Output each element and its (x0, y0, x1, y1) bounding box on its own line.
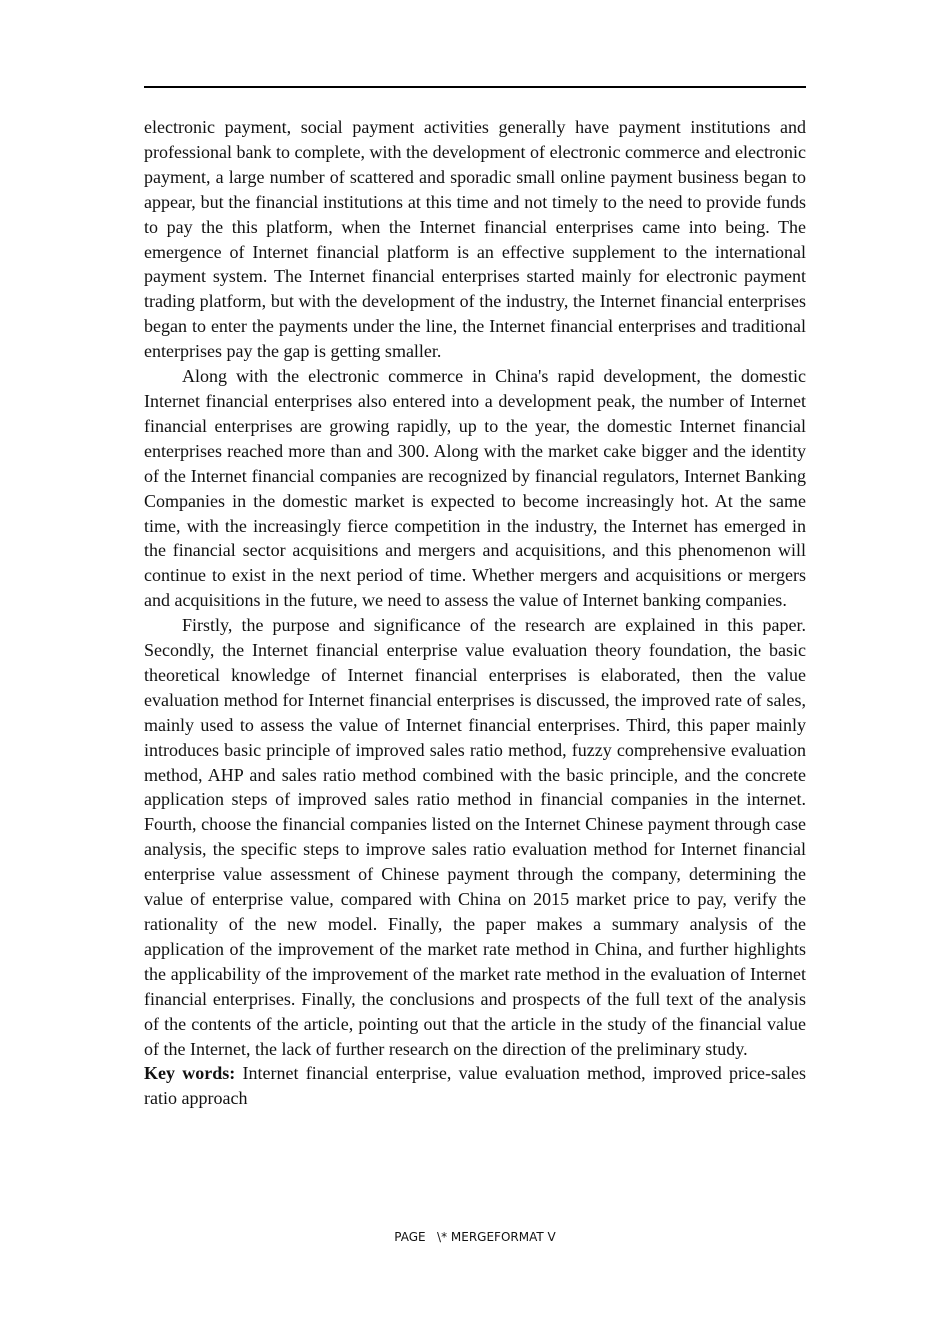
header-rule (144, 86, 806, 88)
paragraph-3: Firstly, the purpose and significance of the research are explained in this paper. Secondly, the Internet financial enterprise value evaluation theory foundation, the basic theoretical knowledge of Internet financial enterprises is elaborated, then the value evaluation method for Internet financial enterprises is discussed, the improved rate of sales, mainly used to assess the value of Internet financial enterprises. Third, this paper mainly introduces basic principle of improved sales ratio method, fuzzy comprehensive evaluation method, AHP and sales ratio method combined with the basic principle, and the concrete application steps of improved sales ratio method in financial companies in the internet. Fourth, choose the financial companies listed on the Internet Chinese payment through case analysis, the specific steps to improve sales ratio evaluation method for Internet financial enterprise value assessment of Chinese payment through the company, determining the value of enterprise value, compared with China on 2015 market price to pay, verify the rationality of the new model. Finally, the paper makes a summary analysis of the application of the improvement of the market rate method in China, and further highlights the applicability of the improvement of the market rate method in the evaluation of Internet financial enterprises. Finally, the conclusions and prospects of the full text of the analysis of the contents of the article, pointing out that the article in the study of the financial value of the Internet, the lack of further research on the direction of the preliminary study. (144, 615, 806, 1059)
keywords-label: Key words: (144, 1063, 236, 1084)
keywords (144, 1061, 806, 1111)
keywords-text: Internet financial enterprise, value evaluation method, improved price-sales ratio approach (144, 1063, 807, 1109)
paragraph-1: electronic payment, social payment activities generally have payment institutions and professional bank to complete, with the development of electronic commerce and electronic payment, a large number of scattered and sporadic small online payment business began to appear, but the financial institutions at this time and not timely to the need to provide funds to pay the this platform, when the Internet financial enterprises came into being. The emergence of Internet financial platform is an effective supplement to the international payment system. The Internet financial enterprises started mainly for electronic payment trading platform, but with the development of the industry, the Internet financial enterprises began to enter the payments under the line, the Internet financial enterprises and traditional enterprises pay the gap is getting smaller. (144, 117, 806, 362)
abstract-body (144, 115, 806, 1111)
page-footer-field: PAGE \* MERGEFORMAT V (394, 1230, 556, 1244)
paragraph-2: Along with the electronic commerce in China's rapid development, the domestic Internet financial enterprises also entered into a development peak, the number of Internet financial enterprises are growing rapidly, up to the year, the domestic Internet financial enterprises reached more than and 300. Along with the market cake bigger and the identity of the Internet financial companies are recognized by financial regulators, Internet Banking Companies in the domestic market is expected to become increasingly hot. At the same time, with the increasingly fierce competition in the industry, the Internet has emerged in the financial sector acquisitions and mergers and acquisitions, and this phenomenon will continue to exist in the next period of time. Whether mergers and acquisitions or mergers and acquisitions in the future, we need to assess the value of Internet banking companies. (144, 366, 806, 611)
